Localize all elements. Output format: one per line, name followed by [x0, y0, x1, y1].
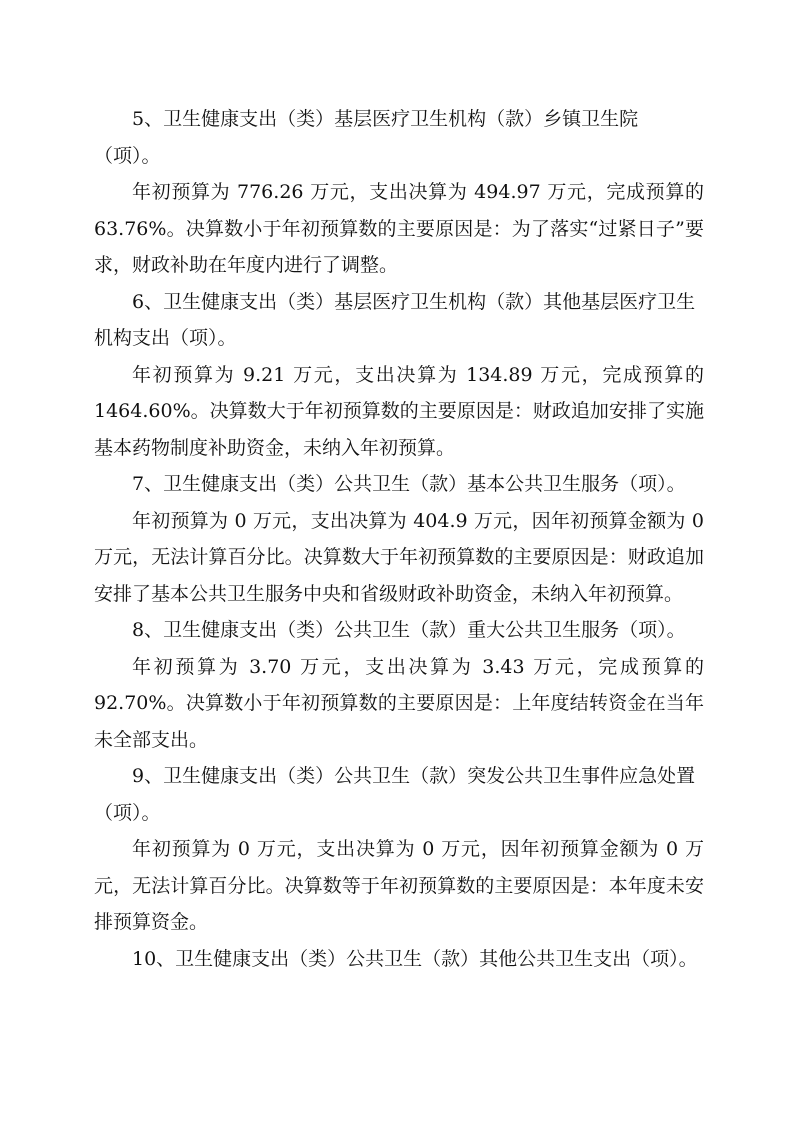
section-heading-8: 8、卫生健康支出（类）公共卫生（款）重大公共卫生服务（项）。 — [132, 619, 686, 641]
section-body-8: 年初预算为 3.70 万元，支出决算为 3.43 万元，完成预算的 92.70%。决算数小于年初预算数的主要原因是：上年度结转资金在当年未全部支出。 — [94, 655, 704, 751]
section-heading-10: 10、卫生健康支出（类）公共卫生（款）其他公共卫生支出（项）。 — [132, 947, 698, 970]
section-body-6: 年初预算为 9.21 万元，支出决算为 134.89 万元，完成预算的 1464.60%。决算数大于年初预算数的主要原因是：财政追加安排了实施基本药物制度补助资金，未纳入年初预算。 — [94, 363, 704, 459]
section-heading-6: 6、卫生健康支出（类）基层医疗卫生机构（款）其他基层医疗卫生机构支出（项）。 — [94, 290, 696, 349]
section-heading-7: 7、卫生健康支出（类）公共卫生（款）基本公共卫生服务（项）。 — [132, 473, 686, 495]
section-heading-5: 5、卫生健康支出（类）基层医疗卫生机构（款）乡镇卫生院（项）。 — [94, 108, 639, 167]
section-body-5: 年初预算为 776.26 万元，支出决算为 494.97 万元，完成预算的 63.76%。决算数小于年初预算数的主要原因是：为了落实“过紧日子”要求，财政补助在年度内进行了调整。 — [94, 181, 704, 276]
section-heading-9: 9、卫生健康支出（类）公共卫生（款）突发公共卫生事件应急处置（项）。 — [94, 765, 696, 824]
section-body-7: 年初预算为 0 万元，支出决算为 404.9 万元，因年初预算金额为 0 万元，无法计算百分比。决算数大于年初预算数的主要原因是：财政追加安排了基本公共卫生服务中央和省级财政补助资金，未纳入年初预算。 — [94, 509, 704, 605]
document-body — [94, 101, 704, 977]
section-body-9: 年初预算为 0 万元，支出决算为 0 万元，因年初预算金额为 0 万元，无法计算百分比。决算数等于年初预算数的主要原因是：本年度未安排预算资金。 — [94, 838, 704, 933]
